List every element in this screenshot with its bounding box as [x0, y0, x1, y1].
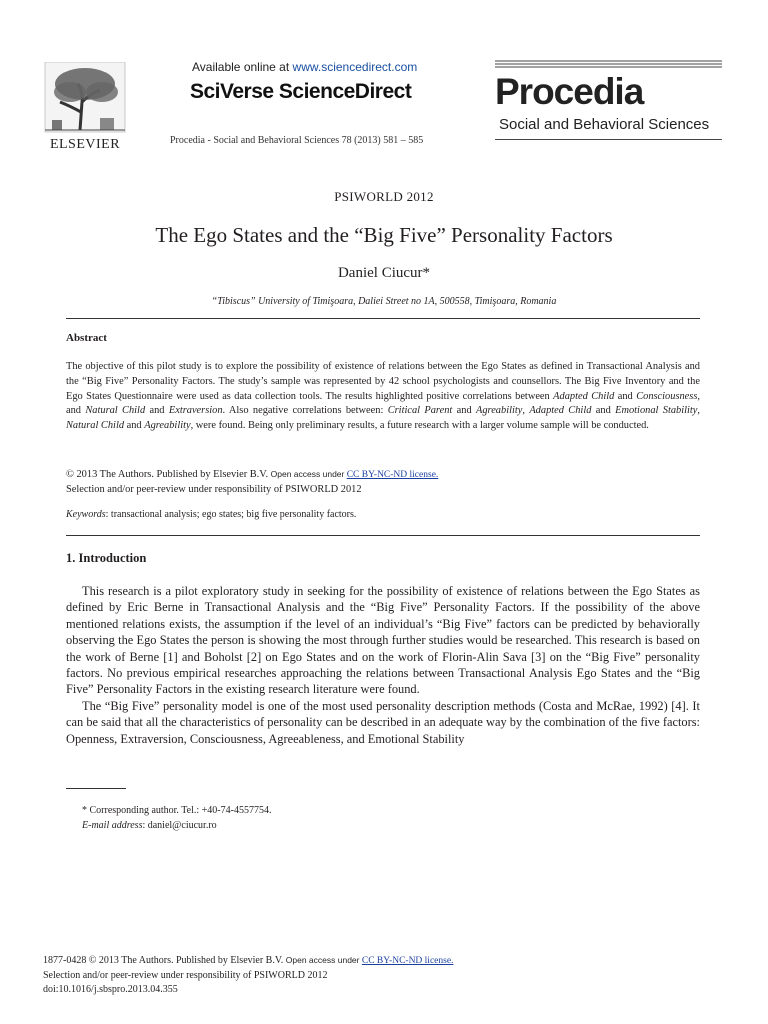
- email-label: E-mail address: [82, 820, 143, 831]
- abstract-text: and: [145, 405, 169, 417]
- procedia-rule: [495, 139, 722, 140]
- author-name: Daniel Ciucur*: [337, 265, 431, 281]
- abstract-term: Extraversion: [168, 405, 223, 417]
- copyright-text: © 2013 The Authors. Published by Elsevier B.V.: [66, 469, 271, 480]
- procedia-subtitle: Social and Behavioral Sciences: [499, 116, 710, 133]
- available-prefix: Available online at: [192, 60, 293, 74]
- copyright-line: [66, 467, 700, 483]
- corresponding-author-note: * Corresponding author. Tel.: +40-74-4557754.: [82, 805, 272, 816]
- abstract-text: The objective of this pilot study is to explore the possibility of existence of relations between the Ego States as defined in Transactional Analysis and the “Big Five” Personality Factors. The study’s sample was represented by 42 school psychologists and counsellors. The Big Five Inventory and the Ego States Questionnaire were used as data collection tools. The results highlighted positive correlations between: [66, 361, 700, 402]
- footer-copyright: [43, 953, 453, 969]
- abstract-text: . Also negative correlations between:: [222, 405, 388, 417]
- abstract-term: Adapted Child: [553, 390, 615, 402]
- elsevier-tree-icon: [40, 62, 130, 154]
- abstract-term: Adapted Child: [529, 405, 592, 417]
- email-address[interactable]: : daniel@ciucur.ro: [142, 820, 217, 831]
- keywords-text: : transactional analysis; ego states; big five personality factors.: [105, 509, 357, 520]
- abstract-term: Consciousness: [636, 390, 698, 402]
- introduction-body: [66, 583, 700, 747]
- abstract-bottom-rule: [66, 535, 700, 536]
- footer-peer-review: Selection and/or peer-review under responsibility of PSIWORLD 2012: [43, 969, 328, 981]
- open-access-text: Open access under: [270, 469, 347, 479]
- available-online-line: [192, 60, 417, 74]
- abstract-text: , and: [66, 390, 700, 417]
- conference-name: PSIWORLD 2012: [334, 189, 434, 204]
- abstract-term: Agreability: [476, 405, 523, 417]
- abstract-text: ,: [697, 405, 701, 417]
- paper-title: The Ego States and the “Big Five” Personality Factors: [155, 223, 613, 247]
- procedia-logo: Procedia: [495, 71, 644, 112]
- abstract-top-rule: [66, 318, 700, 319]
- footer-open-access: Open access under: [285, 955, 362, 965]
- keywords-label: Keywords: [66, 509, 106, 520]
- intro-paragraph-2: The “Big Five” personality model is one of the most used personality description methods (Costa and McRae, 1992) [4]. It can be said that all the characteristics of personality can be described in an adequate way by the combination of the five factors: Openness, Extraversion, Consciousness, Agreeableness, and Emotional Stability: [66, 698, 700, 746]
- elsevier-wordmark: ELSEVIER: [49, 137, 121, 152]
- keywords-line: [66, 509, 356, 520]
- abstract-term: Emotional Stability: [615, 405, 698, 417]
- author-affiliation: “Tibiscus” University of Timişoara, Daliei Street no 1A, 500558, Timişoara, Romania: [211, 296, 557, 307]
- abstract-term: Agreability: [144, 420, 191, 432]
- abstract-term: Natural Child: [66, 420, 125, 432]
- footer-issn: 1877-0428 © 2013 The Authors. Published by Elsevier B.V.: [43, 955, 286, 966]
- abstract-heading: Abstract: [66, 332, 107, 344]
- footer-doi[interactable]: doi:10.1016/j.sbspro.2013.04.355: [43, 984, 178, 996]
- abstract-text: and: [614, 390, 637, 402]
- abstract-text: , were found. Being only preliminary results, a future research with a larger volume sample will be conducted.: [190, 420, 649, 432]
- abstract-term: Critical Parent: [387, 405, 453, 417]
- procedia-header-lines: [495, 60, 722, 70]
- sciencedirect-link[interactable]: www.sciencedirect.com: [292, 60, 418, 74]
- footer-license-link[interactable]: CC BY-NC-ND license.: [361, 956, 454, 966]
- journal-reference: Procedia - Social and Behavioral Sciences 78 (2013) 581 – 585: [170, 135, 424, 146]
- abstract-term: Natural Child: [85, 405, 146, 417]
- peer-review-line: Selection and/or peer-review under responsibility of PSIWORLD 2012: [66, 483, 362, 495]
- footnote-rule: [66, 788, 126, 789]
- intro-paragraph-1: This research is a pilot exploratory study in seeking for the possibility of existence of relations between the Ego States as defined by Eric Berne in Transactional Analysis and the “Big Five” Personality Factors. If the possibility of the above mentioned relations exists, the assumption if the level of an individual’s “Big Five” factors can be predicted by behaviorally observing the Ego States the person is showing the most through further studies would be researched. This research is based on the work of Berne [1] and Boholst [2] on Ego States and on the work of Florin-Alin Sava [3] on the “Big Five” personality factors. No previous empirical researches approaching the relations between Transactional Analysis Ego States and the “Big Five” Personality Factors in the existing research literature were found.: [66, 584, 700, 697]
- sciverse-sciencedirect-logo: SciVerse ScienceDirect: [190, 80, 412, 103]
- introduction-heading: 1. Introduction: [66, 551, 147, 565]
- elsevier-logo: [40, 62, 130, 154]
- abstract-text: ,: [522, 405, 530, 417]
- page-footer: [43, 953, 453, 998]
- abstract-text: and: [452, 405, 476, 417]
- abstract-text: and: [124, 420, 145, 432]
- abstract-text: and: [591, 405, 616, 417]
- copyright-block: [66, 467, 700, 498]
- abstract-body: [66, 360, 700, 434]
- license-link[interactable]: CC BY-NC-ND license.: [346, 470, 439, 480]
- email-note: [82, 820, 217, 831]
